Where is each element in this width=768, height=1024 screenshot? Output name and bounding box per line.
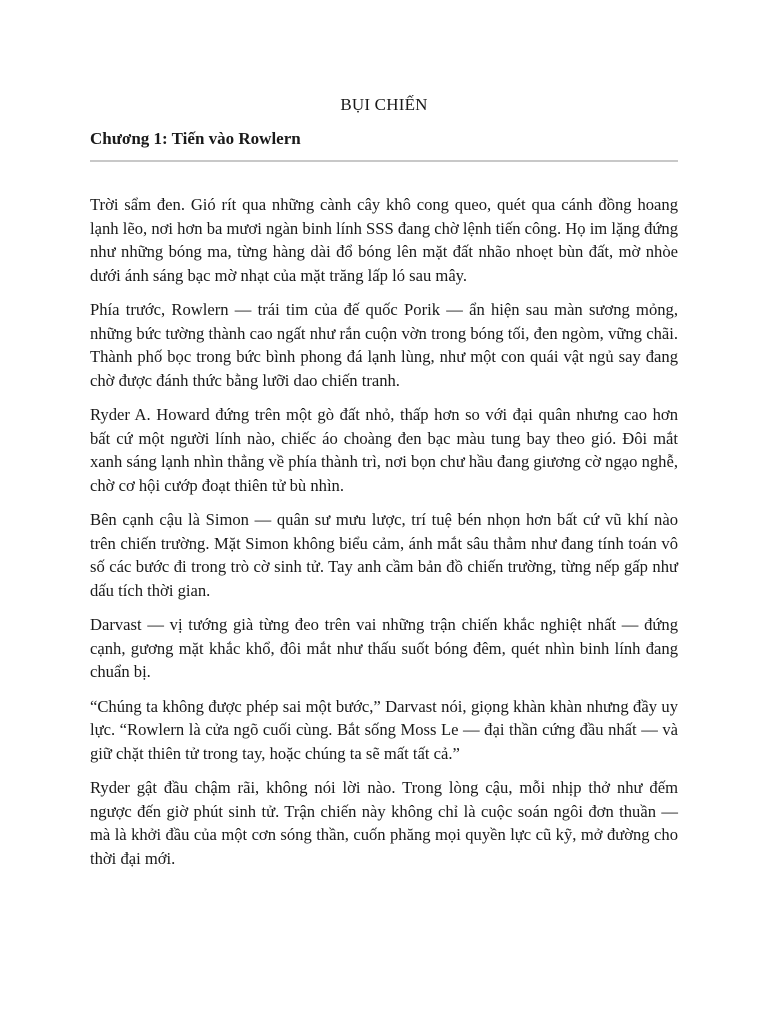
paragraph: Trời sẩm đen. Gió rít qua những cành cây khô cong queo, quét qua cánh đồng hoang lạnh lẽo, nơi hơn ba mươi ngàn binh lính SSS đang chờ lệnh tiến công. Họ im lặng đứng như những bóng ma, từng hàng dài đổ bóng lên mặt đất nhão nhoẹt bùn đất, mờ nhòe dưới ánh sáng bạc mờ nhạt của mặt trăng lấp ló sau mây. (90, 195, 678, 285)
paragraph: Phía trước, Rowlern — trái tim của đế quốc Porik — ẩn hiện sau màn sương mỏng, những bức tường thành cao ngất như rắn cuộn vờn trong bóng tối, đen ngòm, vững chãi. Thành phố bọc trong bức bình phong đá lạnh lùng, như một con quái vật ngủ say đang chờ được đánh thức bằng lưỡi dao chiến tranh. (90, 300, 678, 390)
paragraph: Bên cạnh cậu là Simon — quân sư mưu lược, trí tuệ bén nhọn hơn bất cứ vũ khí nào trên chiến trường. Mặt Simon không biểu cảm, ánh mắt sâu thẳm như đang tính toán vô số các bước đi trong trò cờ sinh tử. Tay anh cầm bản đồ chiến trường, từng nếp gấp như dấu tích thời gian. (90, 510, 678, 600)
chapter-body (90, 193, 678, 881)
paragraph: Ryder A. Howard đứng trên một gò đất nhỏ, thấp hơn so với đại quân nhưng cao hơn bất cứ một người lính nào, chiếc áo choàng đen bạc màu tung bay theo gió. Đôi mắt xanh sáng lạnh nhìn thẳng về phía thành trì, nơi bọn chư hầu đang giương cờ ngạo nghễ, chờ cơ hội cướp đoạt thiên tử bù nhìn. (90, 405, 678, 495)
chapter-title: Chương 1: Tiến vào Rowlern (90, 129, 301, 148)
book-title: BỤI CHIẾN (340, 95, 428, 114)
paragraph: Ryder gật đầu chậm rãi, không nói lời nào. Trong lòng cậu, mỗi nhịp thở như đếm ngược đến giờ phút sinh tử. Trận chiến này không chỉ là cuộc soán ngôi đơn thuần — mà là khởi đầu của một cơn sóng thần, cuốn phăng mọi quyền lực cũ kỹ, mở đường cho thời đại mới. (90, 778, 678, 868)
title-divider (90, 160, 678, 162)
paragraph: Darvast — vị tướng già từng đeo trên vai những trận chiến khắc nghiệt nhất — đứng cạnh, gương mặt khắc khổ, đôi mắt như thấu suốt bóng đêm, quét nhìn binh lính đang chuẩn bị. (90, 615, 678, 681)
paragraph: “Chúng ta không được phép sai một bước,” Darvast nói, giọng khàn khàn nhưng đầy uy lực. “Rowlern là cửa ngõ cuối cùng. Bắt sống Moss Le — đại thần cứng đầu nhất — và giữ chặt thiên tử trong tay, hoặc chúng ta sẽ mất tất cả.” (90, 696, 678, 763)
